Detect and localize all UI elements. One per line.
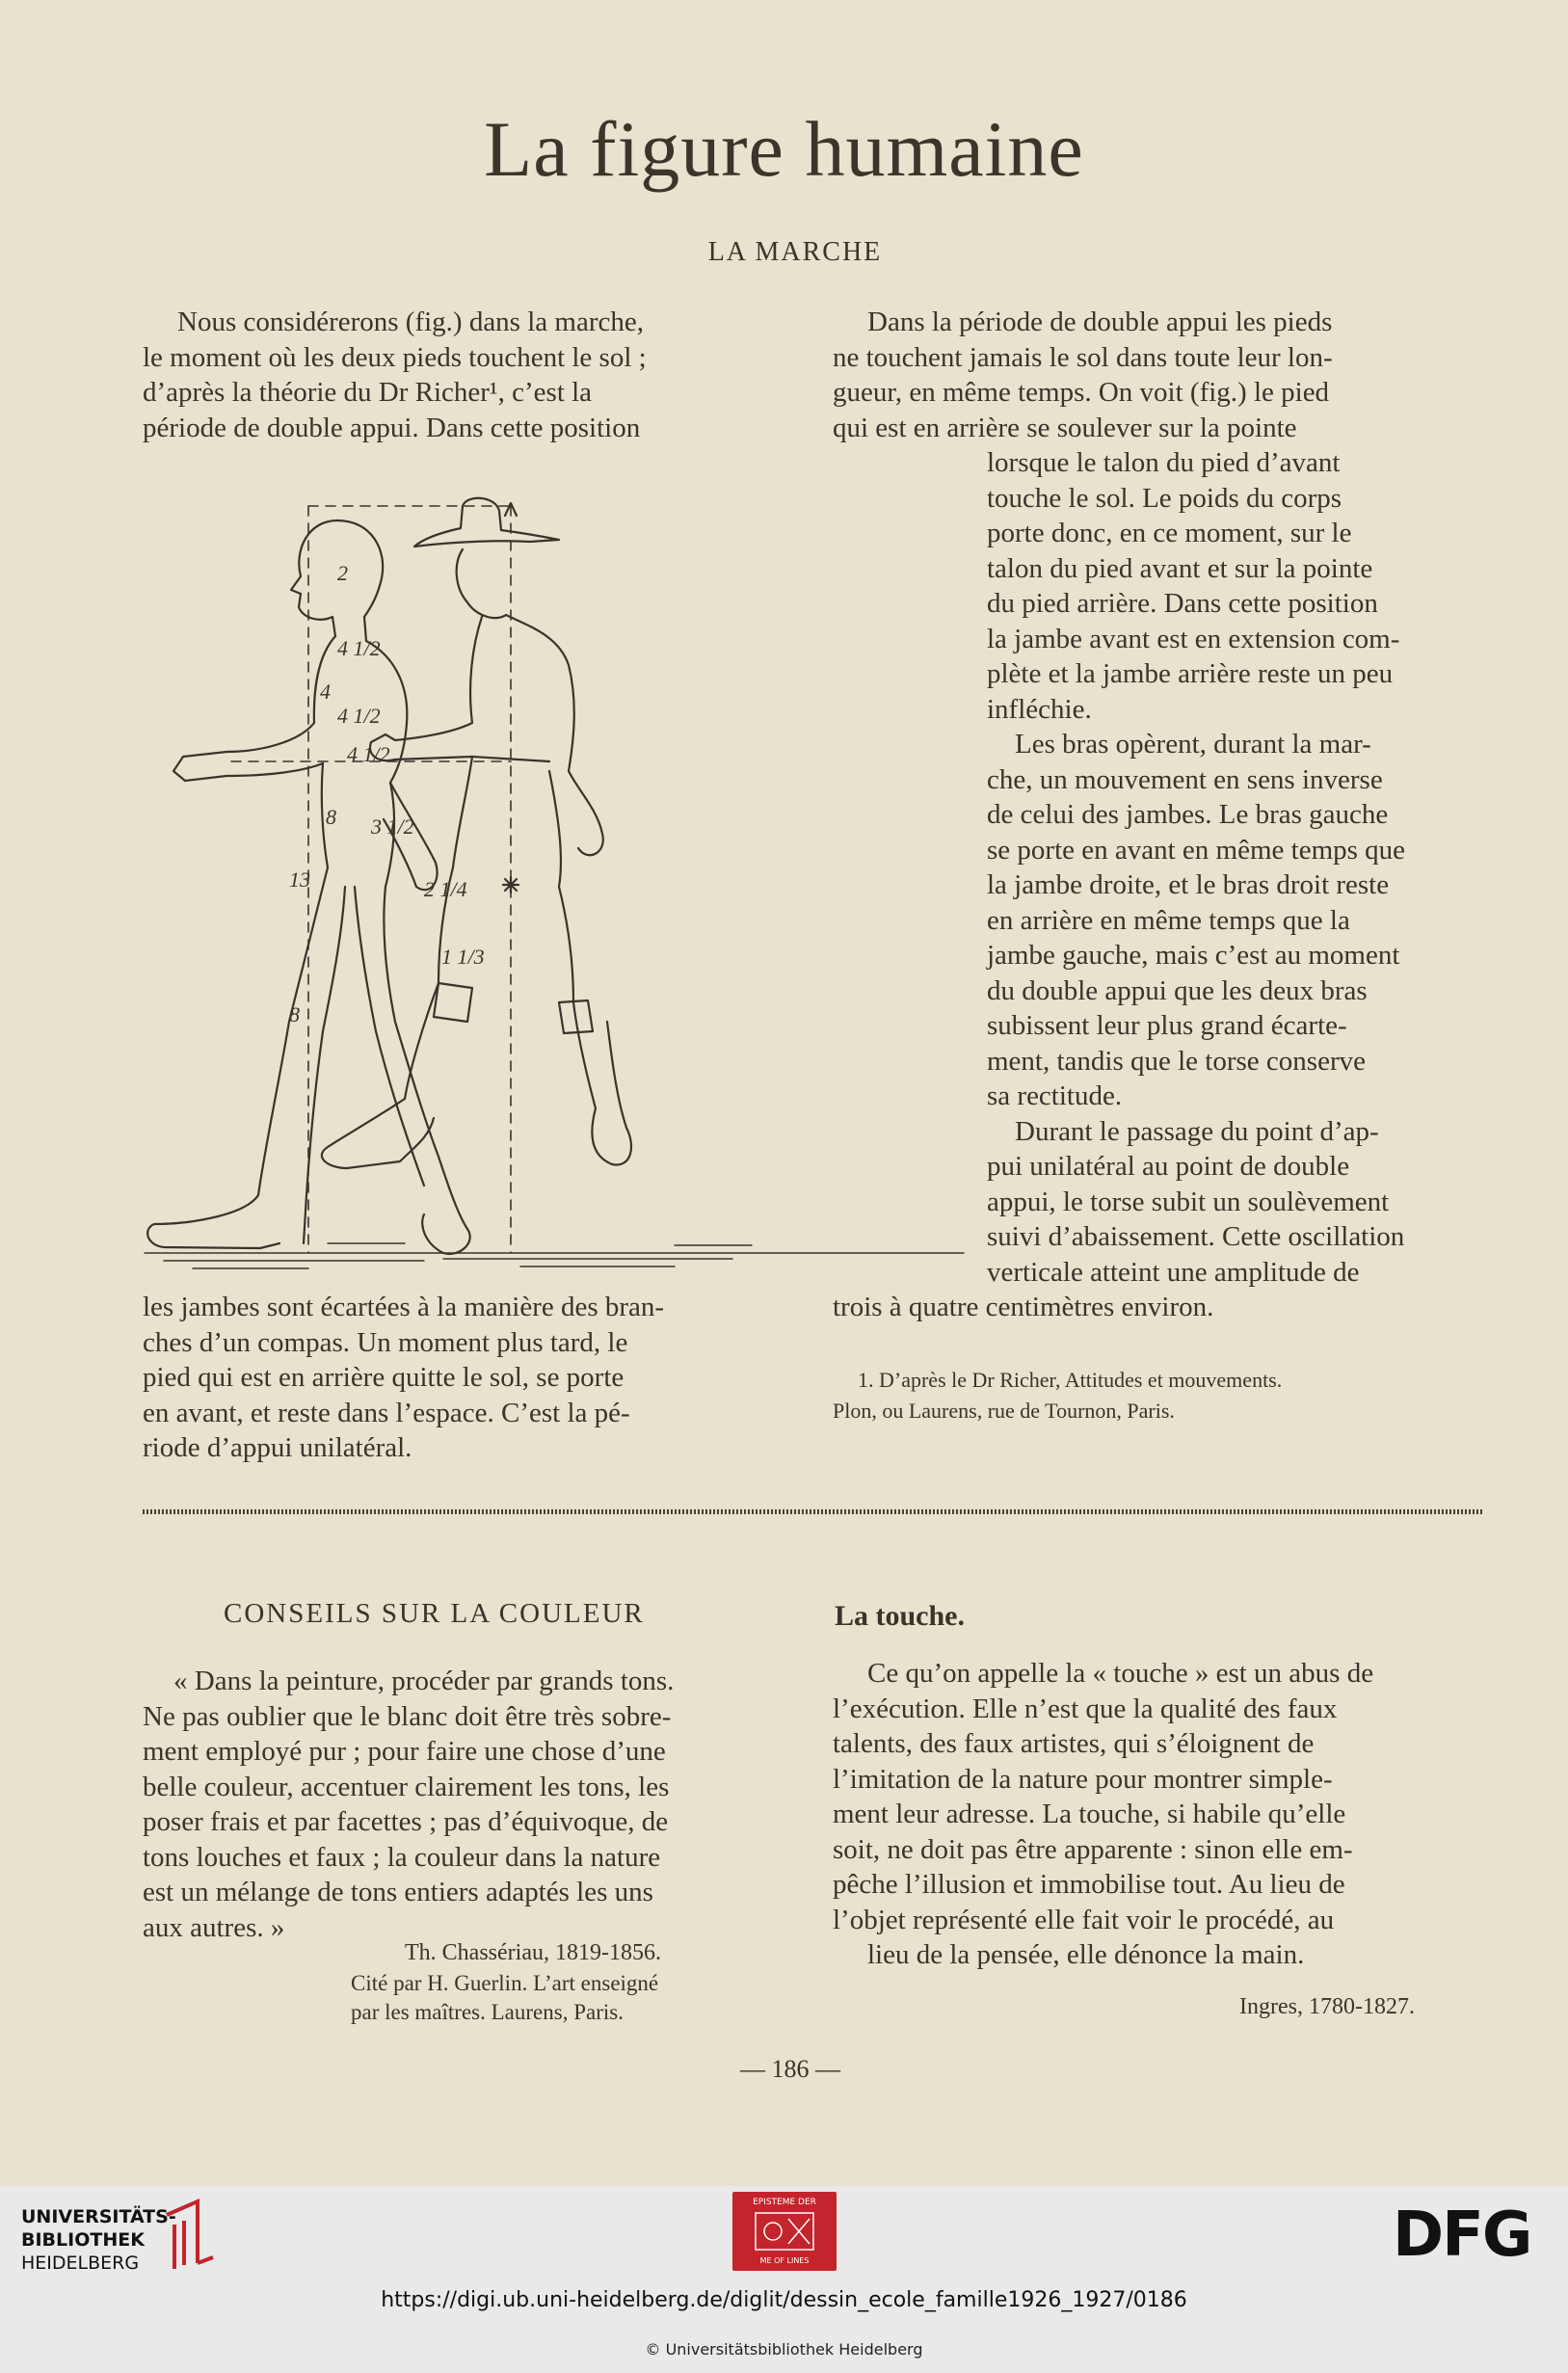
badge-emblem-icon [754,2211,815,2252]
text-line: pied qui est en arrière quitte le sol, se porte [143,1362,625,1393]
text-line: d’après la théorie du Dr Richer¹, c’est la [143,377,593,408]
text-line: ment, tandis que le torse conserve [987,1045,1366,1077]
right-column-narrow [987,445,1484,1290]
figure-label: 4 [320,680,331,704]
text-line: qui est en arrière se soulever sur la pointe [833,412,1297,443]
star-mark [503,877,518,893]
text-line: che, un mouvement en sens inverse [987,763,1383,795]
conseils-text [143,1664,796,1945]
text-line: tons louches et faux ; la couleur dans la nature [143,1841,661,1873]
library-logo[interactable] [21,2205,176,2275]
text-line: soit, ne doit pas être apparente : sinon elle em- [833,1833,1353,1865]
episteme-badge[interactable]: EPISTEME DER ME OF LINES [732,2192,837,2271]
text-line: infléchie. [987,693,1092,725]
footnote [833,1365,1484,1426]
measurement-lines [231,506,511,1253]
text-line: pui unilatéral au point de double [987,1151,1350,1182]
text-line: Dans la période de double appui les pieds [867,307,1333,337]
text-line: Les bras opèrent, durant la mar- [987,729,1371,760]
text-line: « Dans la peinture, procéder par grands tons. [173,1666,675,1696]
touche-heading: La touche. [835,1600,965,1632]
text-line: ment leur adresse. La touche, si habile qu’elle [833,1799,1346,1829]
text-line: la jambe avant est en extension com- [987,623,1400,654]
conseils-author: Th. Chassériau, 1819-1856. [405,1940,661,1965]
text-line: Nous considérerons (fig.) dans la marche, [177,307,644,337]
text-line: pêche l’illusion et immobilise tout. Au lieu de [833,1869,1345,1900]
conseils-citation: par les maîtres. Laurens, Paris. [351,2000,624,2024]
divider-rule [143,1509,1482,1514]
text-line: Ne pas oublier que le blanc doit être très sobre- [143,1700,672,1732]
text-line: belle couleur, accentuer clairement les tons, les [143,1771,670,1802]
figure-label: 4 1/2 [337,704,381,728]
figure-label: 4 1/2 [337,636,381,660]
footnote-line: Plon, ou Laurens, rue de Tournon, Paris. [833,1399,1175,1423]
scout-figure [322,498,631,1168]
library-name-line: UNIVERSITÄTS- [21,2206,176,2227]
copyright-notice: © Universitätsbibliothek Heidelberg [645,2340,923,2359]
text-line: lorsque le talon du pied d’avant [987,447,1341,478]
text-line: du double appui que les deux bras [987,974,1368,1006]
text-line: ches d’un compas. Un moment plus tard, le [143,1326,628,1358]
permalink-url[interactable]: https://digi.ub.uni-heidelberg.de/diglit/dessin_ecole_famille1926_1927/0186 [381,2288,1187,2312]
text-line: se porte en avant en même temps que [987,834,1406,866]
figure-label: 2 1/4 [424,877,467,901]
text-line: jambe gauche, mais c’est au moment [987,940,1400,971]
text-line: période de double appui. Dans cette position [143,412,641,443]
figure-label: 8 [326,805,336,829]
section-heading: LA MARCHE [707,237,883,267]
footnote-line: 1. D’après le Dr Richer, Attitudes et mouvements. [858,1368,1283,1392]
library-emblem-icon [159,2196,217,2271]
text-line: subissent leur plus grand écarte- [987,1010,1347,1041]
figure-label: 1 1/3 [441,945,485,969]
text-line: lieu de la pensée, elle dénonce la main. [867,1939,1305,1970]
page-number: — 186 — [740,2055,840,2083]
figure-label: 4 1/2 [347,742,390,766]
figure-label: 2 [337,561,348,585]
text-line: ment employé pur ; pour faire une chose d’une [143,1736,666,1767]
text-line: est un mélange de tons entiers adaptés les uns [143,1877,653,1907]
text-line: sa rectitude. [987,1080,1123,1111]
text-line: l’exécution. Elle n’est que la qualité des faux [833,1693,1338,1724]
dfg-logo[interactable]: DFG [1393,2200,1531,2271]
text-line: l’imitation de la nature pour montrer simple- [833,1763,1333,1795]
touche-author: Ingres, 1780-1827. [1239,1994,1415,2019]
touche-text [833,1656,1484,1973]
text-line: porte donc, en ce moment, sur le [987,518,1352,548]
text-line: Durant le passage du point d’ap- [987,1115,1379,1147]
figure-label: 13 [289,867,310,892]
text-line: Ce qu’on appelle la « touche » est un abus de [867,1658,1374,1689]
text-line: du pied arrière. Dans cette position [987,588,1378,619]
text-line: touche le sol. Le poids du corps [987,482,1342,514]
right-column-top [833,305,1484,445]
text-line: plète et la jambe arrière reste un peu [987,658,1394,689]
text-line: talents, des faux artistes, qui s’éloignent de [833,1728,1315,1759]
conseils-heading: CONSEILS SUR LA COULEUR [224,1598,645,1629]
right-last-line: trois à quatre centimètres environ. [833,1292,1214,1322]
figure-label: 3 1/2 [371,814,414,839]
text-line: ne touchent jamais le sol dans toute leur lon- [833,341,1333,373]
text-line: verticale atteint une amplitude de [987,1256,1360,1288]
left-column-top [143,305,794,445]
walking-figures-illustration [135,482,983,1282]
text-line: les jambes sont écartées à la manière des bran- [143,1292,665,1322]
page-title: La figure humaine [484,105,1084,193]
text-line: de celui des jambes. Le bras gauche [987,799,1389,830]
text-line: gueur, en même temps. On voit (fig.) le pied [833,377,1330,408]
left-column-bottom [143,1290,794,1466]
text-line: riode d’appui unilatéral. [143,1432,412,1463]
text-line: en arrière en même temps que la [987,904,1350,936]
text-line: en avant, et reste dans l’espace. C’est la pé- [143,1397,630,1428]
text-line: la jambe droite, et le bras droit reste [987,869,1390,900]
text-line: aux autres. » [143,1911,285,1943]
library-name-line: HEIDELBERG [21,2253,140,2274]
text-line: appui, le torse subit un soulèvement [987,1186,1390,1217]
text-line: suivi d’abaissement. Cette oscillation [987,1221,1405,1252]
text-line: le moment où les deux pieds touchent le sol ; [143,341,647,373]
figure-label: 8 [289,1002,300,1027]
conseils-citation: Cité par H. Guerlin. L’art enseigné [351,1971,659,1995]
library-name-line: BIBLIOTHEK [21,2229,145,2251]
text-line: poser frais et par facettes ; pas d’équivoque, de [143,1806,669,1837]
text-line: talon du pied avant et sur la pointe [987,552,1373,584]
text-line: l’objet représenté elle fait voir le procédé, au [833,1904,1335,1935]
